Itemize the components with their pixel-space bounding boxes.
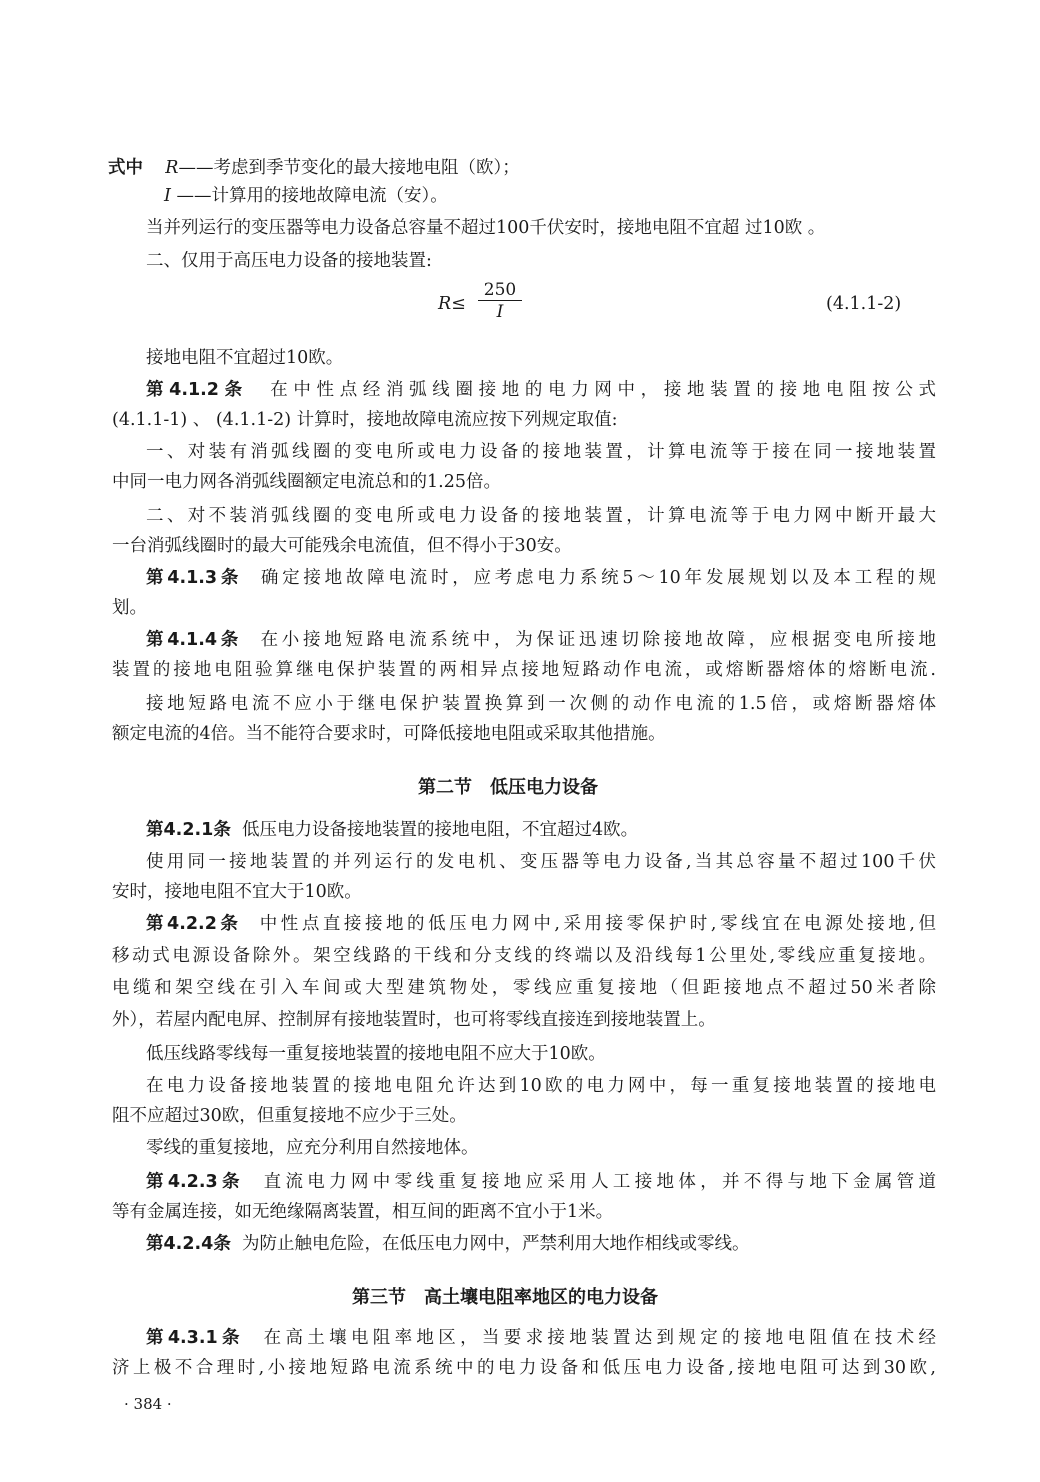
article-4-2-2-line6: 在电力设备接地装置的接地电阻允许达到10欧的电力网中，每一重复接地装置的接地电 — [146, 1076, 936, 1096]
article-4-2-1-label: 第4.2.1条 — [146, 820, 231, 840]
page-number: · 384 · — [124, 1395, 172, 1413]
article-4-2-3-line2: 等有金属连接，如无绝缘隔离装置，相互间的距离不宜小于1米。 — [112, 1202, 614, 1222]
article-4-1-4-line3: 接地短路电流不应小于继电保护装置换算到一次侧的动作电流的1.5倍，或熔断器熔体 — [146, 694, 936, 714]
article-4-1-2-item1-line2: 中同一电力网各消弧线圈额定电流总和的1.25倍。 — [112, 472, 501, 492]
article-4-1-4-label: 第4.1.4条 — [146, 630, 242, 650]
section-2-title: 第二节 低压电力设备 — [418, 777, 598, 798]
article-4-3-1-line1: 第4.3.1条 在高土壤电阻率地区，当要求接地装置达到规定的接地电阻值在技术经 — [146, 1328, 937, 1348]
article-4-1-2-item1-line1: 一、对装有消弧线圈的变电所或电力设备的接地装置，计算电流等于接在同一接地装置 — [146, 442, 936, 462]
variable-r: R — [165, 158, 179, 178]
article-4-1-2-item2-line2: 一台消弧线圈时的最大可能残余电流值，但不得小于30安。 — [112, 536, 572, 556]
article-4-2-1-line3: 安时，接地电阻不宜大于10欧。 — [112, 882, 362, 902]
article-4-1-2-label: 第4.1.2条 — [146, 380, 248, 400]
article-4-2-1-line1: 第4.2.1条 低压电力设备接地装置的接地电阻，不宜超过4欧。 — [146, 820, 639, 840]
article-4-1-4-line2: 装置的接地电阻验算继电保护装置的两相异点接地短路动作电流，或熔断器熔体的熔断电流. — [112, 660, 936, 680]
article-4-3-1-line2: 济上极不合理时,小接地短路电流系统中的电力设备和低压电力设备,接地电阻可达到30欧, — [112, 1358, 936, 1378]
paragraph-after-formula: 接地电阻不宜超过10欧。 — [146, 348, 344, 368]
article-4-2-2-line8: 零线的重复接地，应充分利用自然接地体。 — [146, 1138, 479, 1158]
where-prefix: 式中 — [108, 158, 143, 178]
where-clause-i — [164, 184, 448, 208]
article-4-2-2-line5: 低压线路零线每一重复接地装置的接地电阻不应大于10欧。 — [146, 1044, 606, 1064]
formula-lhs: R≤ — [438, 294, 466, 314]
article-4-2-4-label: 第4.2.4条 — [146, 1234, 231, 1254]
article-4-2-1-line2: 使用同一接地装置的并列运行的发电机、变压器等电力设备,当其总容量不超过100千伏 — [146, 852, 936, 872]
article-4-2-2-line2: 移动式电源设备除外。架空线路的干线和分支线的终端以及沿线每1公里处,零线应重复接地。 — [112, 946, 936, 966]
article-4-1-3-label: 第4.1.3条 — [146, 568, 243, 588]
article-4-3-1-label: 第4.3.1条 — [146, 1328, 244, 1348]
article-4-2-2-line1: 第4.2.2条 中性点直接接地的低压电力网中,采用接零保护时,零线宜在电源处接地,但 — [146, 914, 937, 934]
article-4-2-2-line4: 外），若屋内配电屏、控制屏有接地装置时，也可将零线直接连到接地装置上。 — [112, 1010, 716, 1030]
article-4-1-2-line1: 第4.1.2条 在中性点经消弧线圈接地的电力网中，接地装置的接地电阻按公式 — [146, 380, 937, 400]
article-4-2-2-line3: 电缆和架空线在引入车间或大型建筑物处，零线应重复接地（但距接地点不超过50米者除 — [112, 978, 936, 998]
article-4-2-2-label: 第4.2.2条 — [146, 914, 242, 934]
where-clause-r — [108, 156, 520, 180]
article-4-1-2-item2-line1: 二、对不装消弧线圈的变电所或电力设备的接地装置，计算电流等于电力网中断开最大 — [146, 506, 936, 526]
paragraph-parallel-capacity: 当并列运行的变压器等电力设备总容量不超过100千伏安时，接地电阻不宜超 过10欧 。 — [146, 218, 826, 238]
formula-fraction — [478, 280, 522, 323]
formula-number: (4.1.1-2) — [826, 294, 902, 314]
formula-numerator: 250 — [483, 280, 517, 300]
article-4-1-2-line2: (4.1.1-1) 、 (4.1.1-2) 计算时，接地故障电流应按下列规定取值: — [112, 410, 618, 430]
variable-r-definition: ——考虑到季节变化的最大接地电阻（欧）； — [178, 158, 520, 178]
article-4-1-3-line1: 第4.1.3条 确定接地故障电流时，应考虑电力系统5～10年发展规划以及本工程的规 — [146, 568, 937, 588]
article-4-2-3-line1: 第4.2.3条 直流电力网中零线重复接地应采用人工接地体，并不得与地下金属管道 — [146, 1172, 937, 1192]
section-3-title: 第三节 高土壤电阻率地区的电力设备 — [352, 1287, 658, 1308]
variable-i: I — [164, 186, 171, 206]
article-4-2-4-line1: 第4.2.4条 为防止触电危险，在低压电力网中，严禁利用大地作相线或零线。 — [146, 1234, 750, 1254]
item-two-high-voltage: 二、仅用于高压电力设备的接地装置: — [146, 251, 432, 271]
formula-denominator: I — [496, 302, 504, 322]
article-4-1-4-line4: 额定电流的4倍。当不能符合要求时，可降低接地电阻或采取其他措施。 — [112, 724, 666, 744]
article-4-1-3-line2: 划。 — [112, 598, 147, 618]
article-4-2-3-label: 第4.2.3条 — [146, 1172, 244, 1192]
article-4-1-4-line1: 第4.1.4条 在小接地短路电流系统中，为保证迅速切除接地故障，应根据变电所接地 — [146, 630, 936, 650]
variable-i-definition: ——计算用的接地故障电流（安）。 — [176, 186, 448, 206]
article-4-2-2-line7: 阻不应超过30欧，但重复接地不应少于三处。 — [112, 1106, 467, 1126]
